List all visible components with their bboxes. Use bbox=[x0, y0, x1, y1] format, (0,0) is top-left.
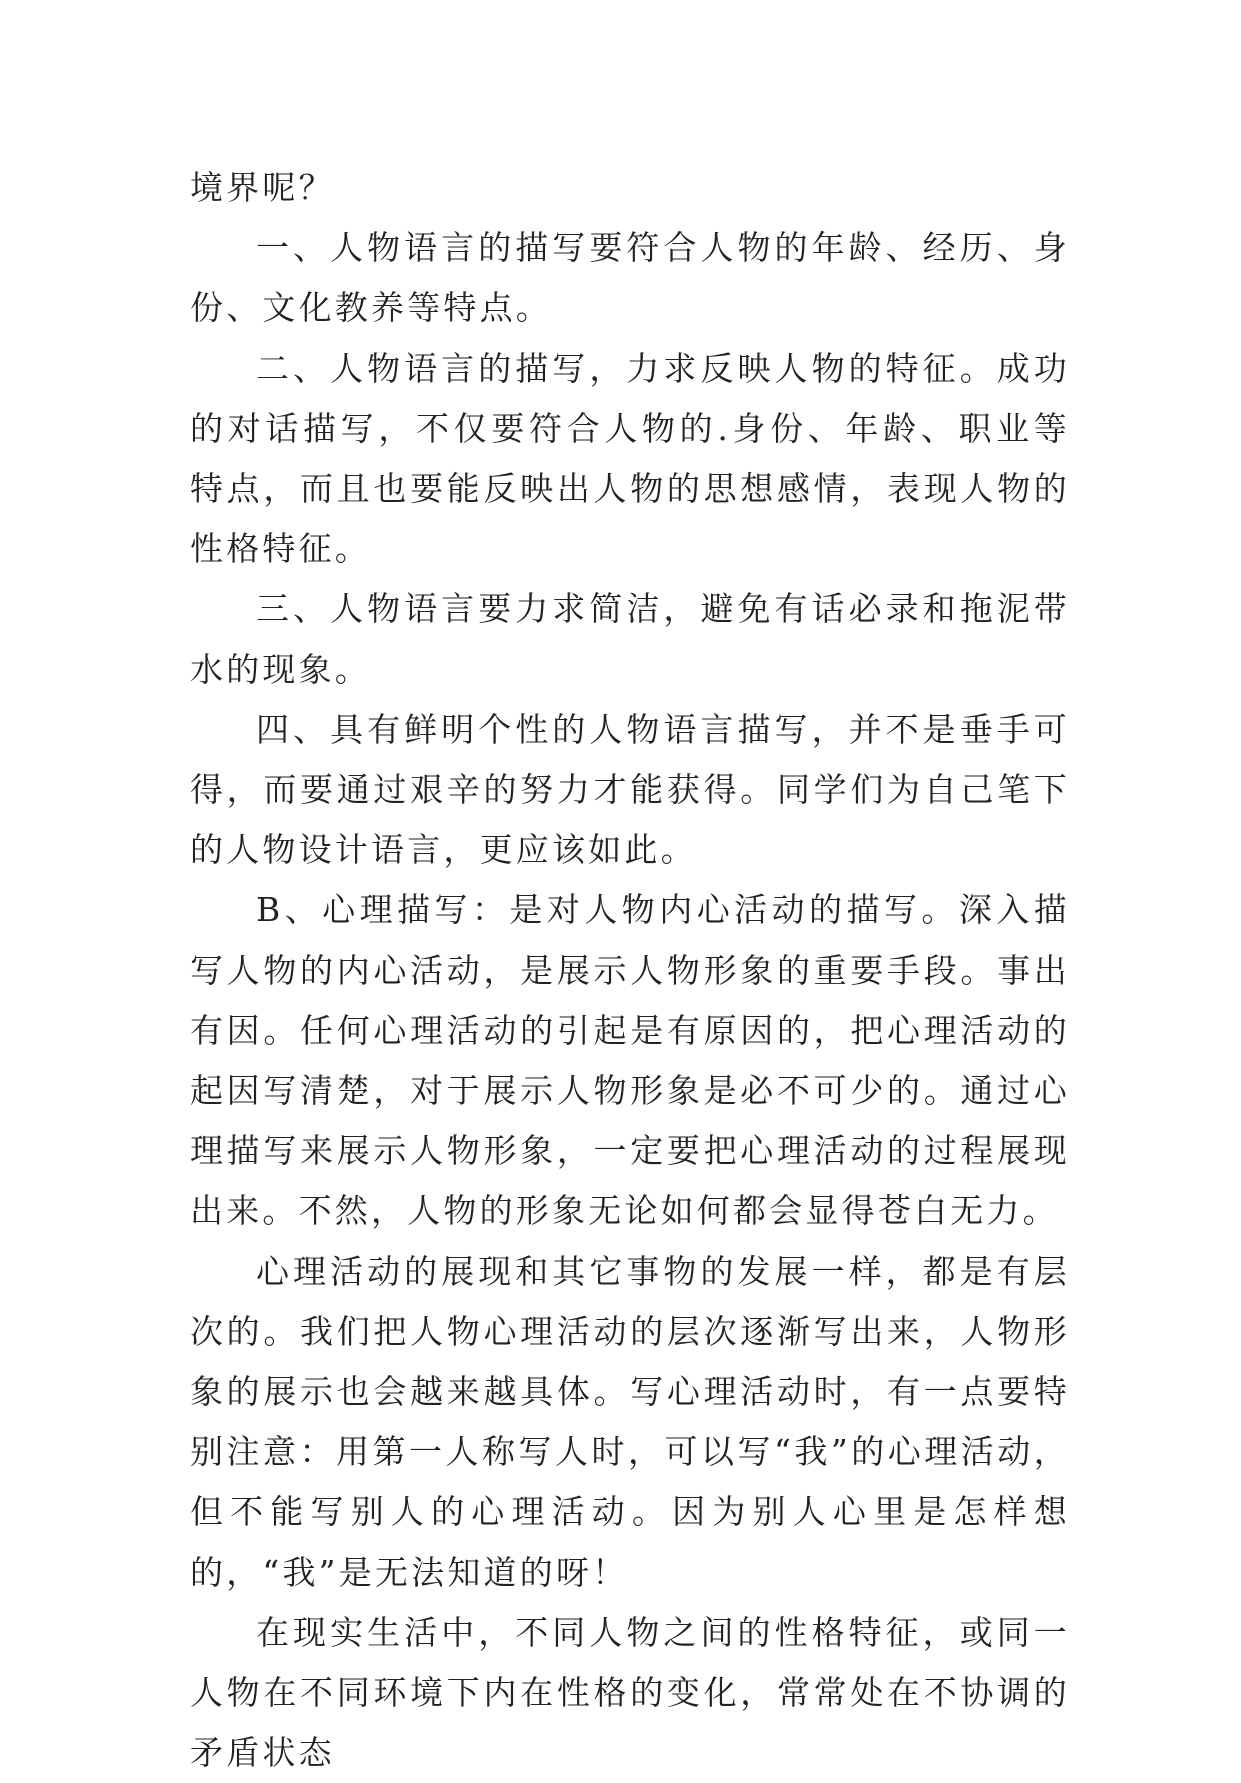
paragraph-point-three: 三、人物语言要力求简洁，避免有话必录和拖泥带水的现象。 bbox=[190, 589, 1070, 689]
paragraph-continuation: 境界呢？ bbox=[190, 168, 335, 207]
paragraph-real-life: 在现实生活中，不同人物之间的性格特征，或同一人物在不同环境下内在性格的变化，常常处在不协调的矛盾状态 bbox=[190, 1612, 1070, 1773]
paragraph-point-two: 二、人物语言的描写，力求反映人物的特征。成功的对话描写，不仅要符合人物的.身份、年龄、职业等特点，而且也要能反映出人物的思想感情，表现人物的性格特征。 bbox=[190, 348, 1070, 569]
paragraph-psychological-description: B、心理描写：是对人物内心活动的描写。深入描写人物的内心活动，是展示人物形象的重要手段。事出有因。任何心理活动的引起是有原因的，把心理活动的起因写清楚，对于展示人物形象是必不可少的。通过心理描写来展示人物形象，一定要把心理活动的过程展现出来。不然，人物的形象无论如何都会显得苍白无力。 bbox=[190, 890, 1070, 1231]
paragraph-psychological-levels: 心理活动的展现和其它事物的发展一样，都是有层次的。我们把人物心理活动的层次逐渐写出来，人物形象的展示也会越来越具体。写心理活动时，有一点要特别注意：用第一人称写人时，可以写“我”的心理活动，但不能写别人的心理活动。因为别人心里是怎样想的，“我”是无法知道的呀！ bbox=[190, 1251, 1070, 1592]
body-text bbox=[190, 158, 1070, 1783]
paragraph-point-one: 一、人物语言的描写要符合人物的年龄、经历、身份、文化教养等特点。 bbox=[190, 228, 1070, 328]
paragraph-point-four: 四、具有鲜明个性的人物语言描写，并不是垂手可得，而要通过艰辛的努力才能获得。同学们为自己笔下的人物设计语言，更应该如此。 bbox=[190, 709, 1070, 870]
